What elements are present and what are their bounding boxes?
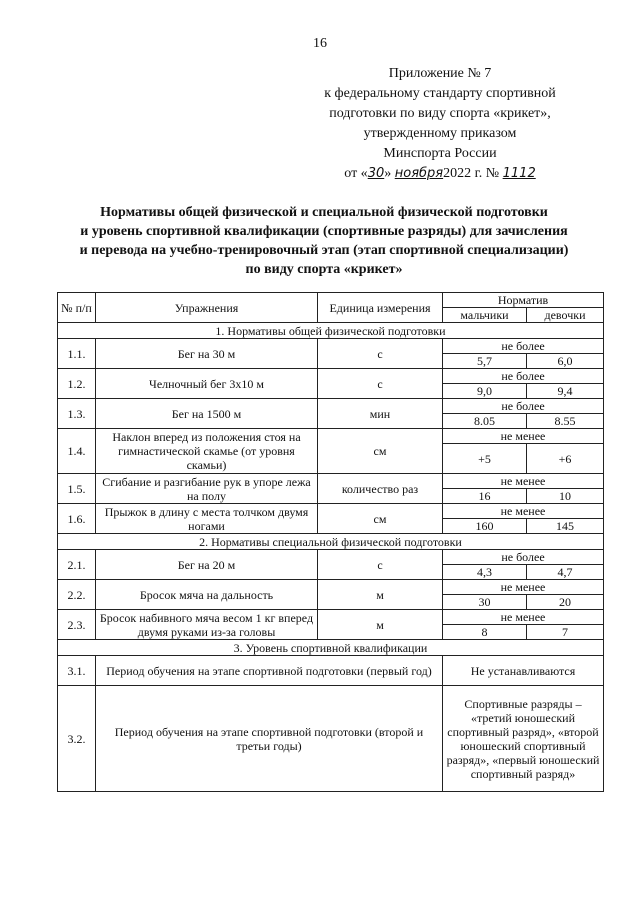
title-line: и перевода на учебно-тренировочный этап (этап спортивной специализации): [79, 243, 569, 258]
row-unit: см: [318, 504, 443, 534]
row-boys: 8: [443, 625, 527, 640]
header-exercise: Упражнения: [96, 293, 318, 323]
row-girls: 10: [527, 489, 604, 504]
appendix-line: утвержденному приказом: [363, 126, 517, 141]
row-boys: 8.05: [443, 414, 527, 429]
row-girls: +6: [527, 444, 604, 474]
norms-table: [57, 292, 604, 792]
row-boys: 160: [443, 519, 527, 534]
row-unit: м: [318, 580, 443, 610]
row-unit: с: [318, 550, 443, 580]
row-girls: 145: [527, 519, 604, 534]
row-girls: 4,7: [527, 565, 604, 580]
row-girls: 7: [527, 625, 604, 640]
row-unit: м: [318, 610, 443, 640]
row-boys: 30: [443, 595, 527, 610]
header-norm: Норматив: [443, 293, 604, 308]
row-condition: не менее: [443, 429, 604, 444]
row-condition: не более: [443, 550, 604, 565]
row-girls: 8.55: [527, 414, 604, 429]
row-exercise: Наклон вперед из положения стоя на гимнастической скамье (от уровня скамьи): [96, 429, 318, 474]
appendix-date-line: [280, 164, 600, 184]
row-exercise: Челночный бег 3х10 м: [96, 369, 318, 399]
row-unit: см: [318, 429, 443, 474]
row-num: 2.3.: [58, 610, 96, 640]
row-num: 1.4.: [58, 429, 96, 474]
date-year: 2022 г. №: [443, 166, 500, 181]
appendix-header: [280, 64, 600, 184]
row-num: 2.2.: [58, 580, 96, 610]
row-girls: 9,4: [527, 384, 604, 399]
row-num: 1.2.: [58, 369, 96, 399]
date-month: ноября: [394, 166, 444, 181]
appendix-line: Приложение № 7: [388, 66, 492, 81]
row-num: 3.1.: [58, 656, 96, 686]
qualification-value: Спортивные разряды – «третий юношеский спортивный разряд», «второй юношеский спортивный разряд», «первый юношеский спортивный разряд»: [443, 686, 604, 792]
qualification-period: Период обучения на этапе спортивной подготовки (первый год): [96, 656, 443, 686]
row-condition: не более: [443, 399, 604, 414]
qualification-period: Период обучения на этапе спортивной подготовки (второй и третьи годы): [96, 686, 443, 792]
row-girls: 20: [527, 595, 604, 610]
appendix-line: к федеральному стандарту спортивной: [324, 86, 556, 101]
header-num: № п/п: [58, 293, 96, 323]
appendix-line: Минспорта России: [383, 146, 497, 161]
row-exercise: Бег на 30 м: [96, 339, 318, 369]
row-num: 1.6.: [58, 504, 96, 534]
document-title: [40, 203, 608, 279]
row-exercise: Сгибание и разгибание рук в упоре лежа на полу: [96, 474, 318, 504]
date-day: 30: [367, 166, 385, 181]
row-unit: с: [318, 369, 443, 399]
row-condition: не менее: [443, 504, 604, 519]
page-number: 16: [313, 36, 327, 51]
row-girls: 6,0: [527, 354, 604, 369]
row-num: 1.1.: [58, 339, 96, 369]
row-exercise: Прыжок в длину с места толчком двумя ногами: [96, 504, 318, 534]
row-num: 3.2.: [58, 686, 96, 792]
row-unit: количество раз: [318, 474, 443, 504]
row-unit: с: [318, 339, 443, 369]
row-condition: не менее: [443, 580, 604, 595]
row-exercise: Бег на 1500 м: [96, 399, 318, 429]
row-num: 1.3.: [58, 399, 96, 429]
title-line: по виду спорта «крикет»: [245, 262, 403, 277]
date-mid: »: [384, 166, 392, 181]
section-title: 1. Нормативы общей физической подготовки: [58, 323, 604, 339]
header-unit: Единица измерения: [318, 293, 443, 323]
section-title: 3. Уровень спортивной квалификации: [58, 640, 604, 656]
row-boys: 5,7: [443, 354, 527, 369]
appendix-line: подготовки по виду спорта «крикет»,: [329, 106, 551, 121]
header-girls: девочки: [527, 308, 604, 323]
row-exercise: Бросок набивного мяча весом 1 кг вперед двумя руками из-за головы: [96, 610, 318, 640]
title-line: и уровень спортивной квалификации (спортивные разряды) для зачисления: [80, 224, 568, 239]
header-boys: мальчики: [443, 308, 527, 323]
date-prefix: от «: [344, 166, 368, 181]
row-boys: +5: [443, 444, 527, 474]
row-condition: не менее: [443, 610, 604, 625]
row-condition: не более: [443, 339, 604, 354]
row-condition: не более: [443, 369, 604, 384]
row-exercise: Бег на 20 м: [96, 550, 318, 580]
row-exercise: Бросок мяча на дальность: [96, 580, 318, 610]
title-line: Нормативы общей физической и специальной физической подготовки: [100, 205, 548, 220]
row-condition: не менее: [443, 474, 604, 489]
order-number: 1112: [502, 166, 536, 181]
row-boys: 16: [443, 489, 527, 504]
qualification-value: Не устанавливаются: [443, 656, 604, 686]
row-boys: 9,0: [443, 384, 527, 399]
row-boys: 4,3: [443, 565, 527, 580]
row-num: 2.1.: [58, 550, 96, 580]
section-title: 2. Нормативы специальной физической подготовки: [58, 534, 604, 550]
row-unit: мин: [318, 399, 443, 429]
row-num: 1.5.: [58, 474, 96, 504]
